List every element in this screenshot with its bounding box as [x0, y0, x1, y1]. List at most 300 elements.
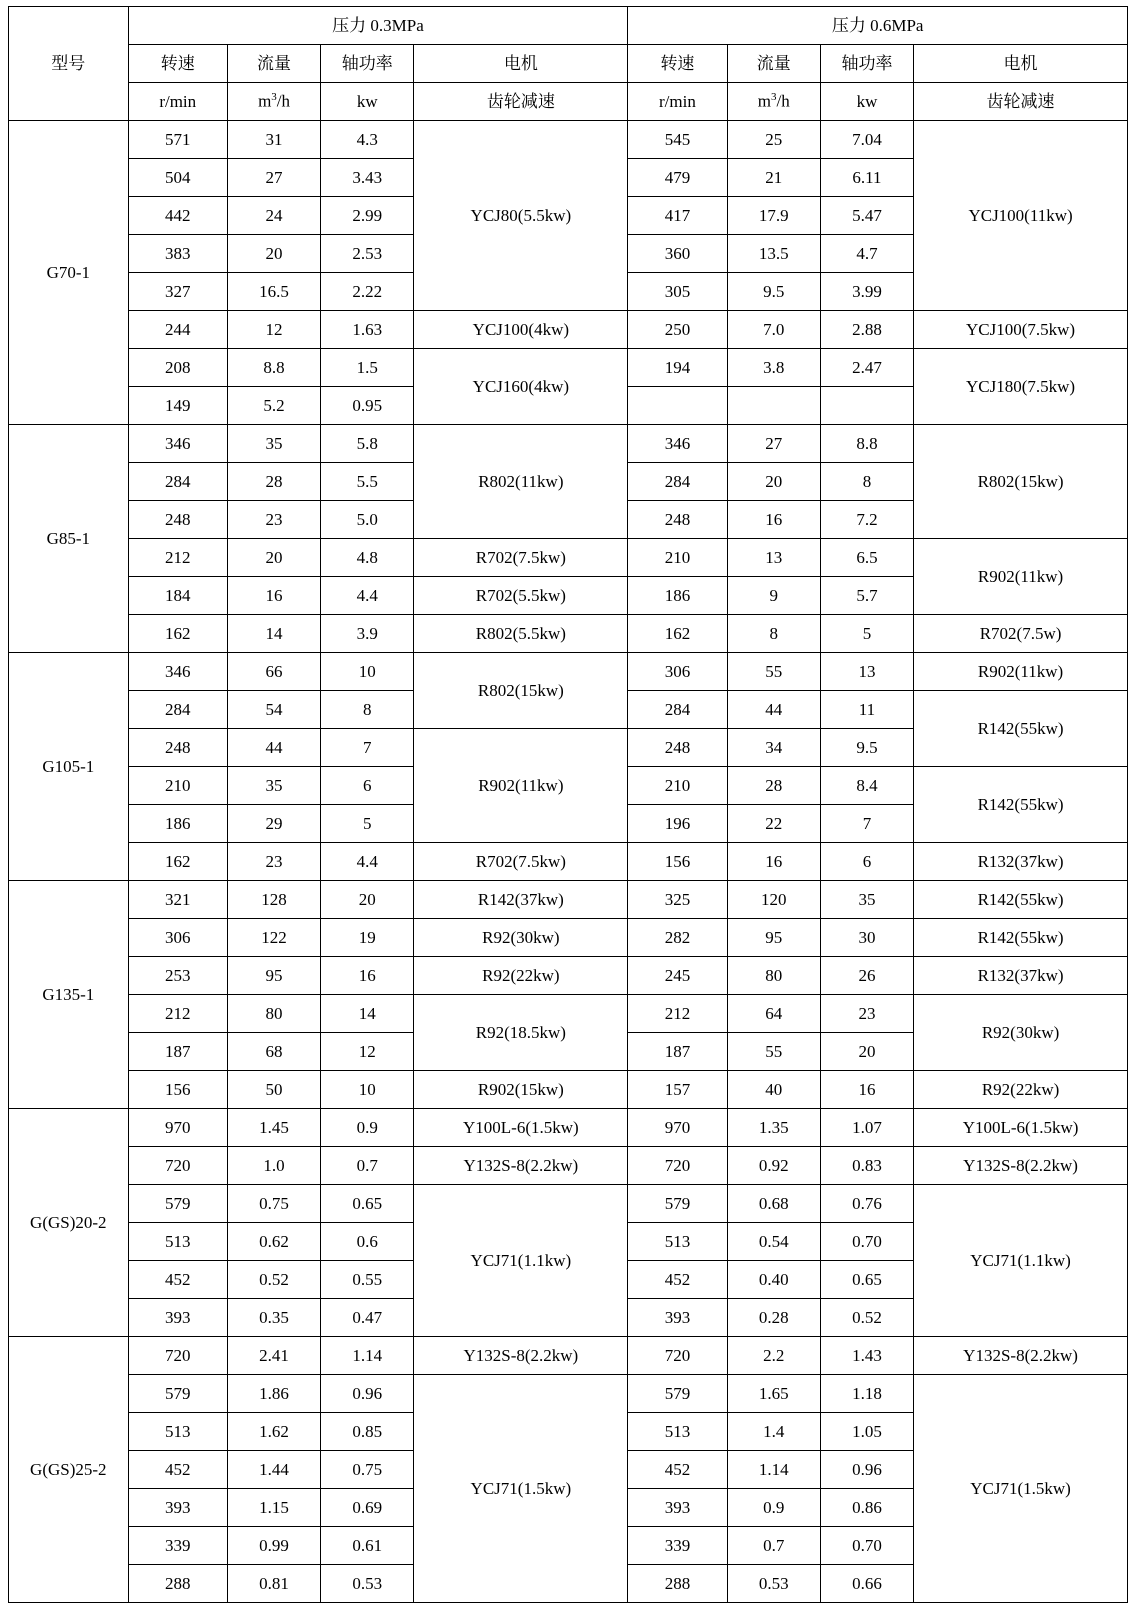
- cell-motor-06: YCJ100(7.5kw): [914, 311, 1128, 349]
- cell-flow-06: 1.4: [727, 1413, 820, 1451]
- cell-power-06: [820, 387, 913, 425]
- cell-flow-03: 122: [227, 919, 320, 957]
- cell-flow-06: [727, 387, 820, 425]
- cell-rpm-06: 452: [628, 1451, 727, 1489]
- header-flow-03: 流量: [227, 45, 320, 83]
- cell-power-03: 16: [321, 957, 414, 995]
- cell-flow-06: 0.54: [727, 1223, 820, 1261]
- cell-rpm-03: 186: [128, 805, 227, 843]
- cell-power-03: 5.0: [321, 501, 414, 539]
- cell-motor-03: R702(7.5kw): [414, 843, 628, 881]
- cell-power-03: 20: [321, 881, 414, 919]
- cell-flow-06: 0.9: [727, 1489, 820, 1527]
- cell-power-03: 0.69: [321, 1489, 414, 1527]
- cell-power-06: 11: [820, 691, 913, 729]
- cell-rpm-06: 282: [628, 919, 727, 957]
- cell-power-03: 2.22: [321, 273, 414, 311]
- cell-model: G105-1: [9, 653, 129, 881]
- header-power-06: 轴功率: [820, 45, 913, 83]
- cell-motor-03: YCJ71(1.5kw): [414, 1375, 628, 1603]
- cell-power-06: 0.83: [820, 1147, 913, 1185]
- cell-power-06: 1.43: [820, 1337, 913, 1375]
- table-row: [9, 1071, 1128, 1109]
- table-row: [9, 1147, 1128, 1185]
- cell-motor-03: YCJ100(4kw): [414, 311, 628, 349]
- cell-rpm-06: 196: [628, 805, 727, 843]
- cell-rpm-06: 360: [628, 235, 727, 273]
- cell-power-06: 5: [820, 615, 913, 653]
- header-model-label: 型号: [9, 7, 129, 121]
- header-rpm-03: 转速: [128, 45, 227, 83]
- cell-power-06: 0.76: [820, 1185, 913, 1223]
- cell-flow-06: 64: [727, 995, 820, 1033]
- cell-power-06: 2.47: [820, 349, 913, 387]
- cell-flow-03: 20: [227, 235, 320, 273]
- cell-power-03: 12: [321, 1033, 414, 1071]
- cell-flow-03: 35: [227, 425, 320, 463]
- cell-rpm-06: 579: [628, 1185, 727, 1223]
- cell-flow-06: 22: [727, 805, 820, 843]
- cell-power-06: 4.7: [820, 235, 913, 273]
- cell-rpm-03: 321: [128, 881, 227, 919]
- cell-motor-06: R132(37kw): [914, 957, 1128, 995]
- cell-power-03: 4.4: [321, 843, 414, 881]
- cell-power-03: 2.99: [321, 197, 414, 235]
- cell-power-06: 8.8: [820, 425, 913, 463]
- header-rpm-unit-03: r/min: [128, 83, 227, 121]
- table-row: [9, 881, 1128, 919]
- cell-power-03: 0.53: [321, 1565, 414, 1603]
- cell-motor-03: R802(11kw): [414, 425, 628, 539]
- cell-power-03: 0.47: [321, 1299, 414, 1337]
- cell-rpm-06: 452: [628, 1261, 727, 1299]
- cell-model: G85-1: [9, 425, 129, 653]
- cell-power-06: 6: [820, 843, 913, 881]
- cell-motor-06: R92(30kw): [914, 995, 1128, 1071]
- cell-power-06: 0.65: [820, 1261, 913, 1299]
- cell-rpm-03: 579: [128, 1375, 227, 1413]
- cell-motor-03: R802(5.5kw): [414, 615, 628, 653]
- cell-rpm-03: 284: [128, 463, 227, 501]
- cell-flow-03: 0.81: [227, 1565, 320, 1603]
- cell-flow-03: 0.75: [227, 1185, 320, 1223]
- cell-rpm-03: 442: [128, 197, 227, 235]
- header-power-unit-06: kw: [820, 83, 913, 121]
- cell-flow-06: 0.68: [727, 1185, 820, 1223]
- cell-motor-03: YCJ160(4kw): [414, 349, 628, 425]
- cell-motor-06: R92(22kw): [914, 1071, 1128, 1109]
- cell-motor-03: YCJ71(1.1kw): [414, 1185, 628, 1337]
- table-row: [9, 995, 1128, 1033]
- cell-motor-06: R142(55kw): [914, 691, 1128, 767]
- cell-power-06: 23: [820, 995, 913, 1033]
- cell-flow-06: 0.40: [727, 1261, 820, 1299]
- cell-rpm-03: 327: [128, 273, 227, 311]
- cell-rpm-06: 194: [628, 349, 727, 387]
- cell-flow-03: 50: [227, 1071, 320, 1109]
- table-row: [9, 121, 1128, 159]
- cell-power-03: 4.8: [321, 539, 414, 577]
- cell-motor-03: R92(30kw): [414, 919, 628, 957]
- cell-model: G(GS)20-2: [9, 1109, 129, 1337]
- table-row: [9, 957, 1128, 995]
- cell-rpm-06: 162: [628, 615, 727, 653]
- cell-motor-06: YCJ71(1.1kw): [914, 1185, 1128, 1337]
- cell-power-03: 1.63: [321, 311, 414, 349]
- cell-rpm-03: 579: [128, 1185, 227, 1223]
- cell-rpm-06: 545: [628, 121, 727, 159]
- cell-motor-06: Y132S-8(2.2kw): [914, 1147, 1128, 1185]
- table-row: [9, 311, 1128, 349]
- cell-power-03: 0.7: [321, 1147, 414, 1185]
- header-power-03: 轴功率: [321, 45, 414, 83]
- header-power-unit-03: kw: [321, 83, 414, 121]
- cell-power-03: 5.5: [321, 463, 414, 501]
- cell-power-03: 0.85: [321, 1413, 414, 1451]
- cell-rpm-03: 248: [128, 729, 227, 767]
- cell-power-03: 8: [321, 691, 414, 729]
- cell-flow-03: 35: [227, 767, 320, 805]
- cell-flow-06: 1.65: [727, 1375, 820, 1413]
- cell-flow-03: 8.8: [227, 349, 320, 387]
- cell-rpm-06: 393: [628, 1489, 727, 1527]
- cell-flow-03: 128: [227, 881, 320, 919]
- cell-rpm-06: 306: [628, 653, 727, 691]
- cell-flow-06: 16: [727, 843, 820, 881]
- cell-power-03: 4.3: [321, 121, 414, 159]
- cell-flow-06: 7.0: [727, 311, 820, 349]
- cell-power-03: 14: [321, 995, 414, 1033]
- table-row: [9, 1337, 1128, 1375]
- performance-table: [8, 6, 1128, 1603]
- header-motor-sub-06: 齿轮减速: [914, 83, 1128, 121]
- cell-power-06: 6.11: [820, 159, 913, 197]
- header-motor-03: 电机: [414, 45, 628, 83]
- table-row: [9, 1185, 1128, 1223]
- table-row: [9, 539, 1128, 577]
- cell-rpm-06: 210: [628, 539, 727, 577]
- cell-flow-06: 13.5: [727, 235, 820, 273]
- cell-motor-03: Y100L-6(1.5kw): [414, 1109, 628, 1147]
- cell-rpm-03: 284: [128, 691, 227, 729]
- cell-motor-03: R702(5.5kw): [414, 577, 628, 615]
- cell-flow-03: 16: [227, 577, 320, 615]
- cell-rpm-06: 248: [628, 729, 727, 767]
- cell-flow-06: 9.5: [727, 273, 820, 311]
- cell-rpm-06: 288: [628, 1565, 727, 1603]
- cell-rpm-06: 339: [628, 1527, 727, 1565]
- cell-motor-06: YCJ71(1.5kw): [914, 1375, 1128, 1603]
- cell-rpm-03: 346: [128, 425, 227, 463]
- cell-flow-06: 16: [727, 501, 820, 539]
- cell-power-06: 35: [820, 881, 913, 919]
- cell-flow-06: 55: [727, 653, 820, 691]
- cell-motor-06: R132(37kw): [914, 843, 1128, 881]
- cell-rpm-06: 513: [628, 1223, 727, 1261]
- cell-rpm-06: 212: [628, 995, 727, 1033]
- cell-rpm-03: 208: [128, 349, 227, 387]
- cell-power-06: 13: [820, 653, 913, 691]
- cell-power-06: 1.07: [820, 1109, 913, 1147]
- cell-flow-03: 12: [227, 311, 320, 349]
- cell-flow-06: 55: [727, 1033, 820, 1071]
- cell-motor-03: R92(18.5kw): [414, 995, 628, 1071]
- cell-rpm-06: 513: [628, 1413, 727, 1451]
- cell-rpm-03: 339: [128, 1527, 227, 1565]
- cell-rpm-06: 305: [628, 273, 727, 311]
- cell-flow-03: 28: [227, 463, 320, 501]
- cell-model: G(GS)25-2: [9, 1337, 129, 1603]
- cell-flow-03: 1.44: [227, 1451, 320, 1489]
- cell-motor-06: YCJ100(11kw): [914, 121, 1128, 311]
- table-row: [9, 919, 1128, 957]
- table-row: [9, 1109, 1128, 1147]
- cell-power-03: 0.95: [321, 387, 414, 425]
- cell-flow-03: 0.35: [227, 1299, 320, 1337]
- header-pressure-06: 压力 0.6MPa: [628, 7, 1128, 45]
- cell-power-06: 0.70: [820, 1527, 913, 1565]
- cell-flow-06: 0.53: [727, 1565, 820, 1603]
- cell-power-03: 0.6: [321, 1223, 414, 1261]
- cell-power-03: 1.5: [321, 349, 414, 387]
- cell-power-03: 0.9: [321, 1109, 414, 1147]
- cell-power-03: 0.55: [321, 1261, 414, 1299]
- cell-motor-06: R902(11kw): [914, 539, 1128, 615]
- table-row: [9, 653, 1128, 691]
- cell-rpm-03: 452: [128, 1261, 227, 1299]
- cell-power-06: 7.2: [820, 501, 913, 539]
- cell-rpm-06: 325: [628, 881, 727, 919]
- cell-rpm-03: 306: [128, 919, 227, 957]
- cell-rpm-06: 346: [628, 425, 727, 463]
- cell-power-06: 5.7: [820, 577, 913, 615]
- cell-rpm-03: 383: [128, 235, 227, 273]
- cell-flow-03: 2.41: [227, 1337, 320, 1375]
- cell-rpm-06: 245: [628, 957, 727, 995]
- cell-flow-06: 0.7: [727, 1527, 820, 1565]
- cell-rpm-03: 288: [128, 1565, 227, 1603]
- cell-motor-06: R142(55kw): [914, 881, 1128, 919]
- cell-rpm-06: 157: [628, 1071, 727, 1109]
- cell-flow-03: 14: [227, 615, 320, 653]
- table-row: [9, 349, 1128, 387]
- cell-flow-06: 17.9: [727, 197, 820, 235]
- cell-rpm-06: 250: [628, 311, 727, 349]
- cell-rpm-06: 970: [628, 1109, 727, 1147]
- cell-rpm-03: 513: [128, 1413, 227, 1451]
- cell-motor-03: R142(37kw): [414, 881, 628, 919]
- cell-flow-03: 80: [227, 995, 320, 1033]
- cell-flow-03: 1.62: [227, 1413, 320, 1451]
- cell-rpm-03: 452: [128, 1451, 227, 1489]
- cell-motor-06: R802(15kw): [914, 425, 1128, 539]
- header-flow-unit-03: $m^3/h$: [227, 83, 320, 121]
- cell-flow-06: 20: [727, 463, 820, 501]
- cell-power-03: 7: [321, 729, 414, 767]
- table-row: [9, 843, 1128, 881]
- cell-rpm-06: 417: [628, 197, 727, 235]
- cell-flow-03: 95: [227, 957, 320, 995]
- cell-power-06: 30: [820, 919, 913, 957]
- cell-power-06: 20: [820, 1033, 913, 1071]
- cell-motor-06: Y132S-8(2.2kw): [914, 1337, 1128, 1375]
- cell-rpm-06: 479: [628, 159, 727, 197]
- cell-flow-03: 1.0: [227, 1147, 320, 1185]
- cell-flow-03: 0.52: [227, 1261, 320, 1299]
- cell-motor-03: R92(22kw): [414, 957, 628, 995]
- cell-motor-03: YCJ80(5.5kw): [414, 121, 628, 311]
- cell-power-06: 6.5: [820, 539, 913, 577]
- cell-flow-06: 9: [727, 577, 820, 615]
- cell-rpm-03: 187: [128, 1033, 227, 1071]
- header-motor-06: 电机: [914, 45, 1128, 83]
- cell-power-06: 26: [820, 957, 913, 995]
- cell-power-06: 8.4: [820, 767, 913, 805]
- cell-motor-03: Y132S-8(2.2kw): [414, 1337, 628, 1375]
- cell-rpm-03: 212: [128, 539, 227, 577]
- cell-flow-03: 16.5: [227, 273, 320, 311]
- cell-flow-06: 120: [727, 881, 820, 919]
- cell-flow-06: 13: [727, 539, 820, 577]
- cell-motor-06: YCJ180(7.5kw): [914, 349, 1128, 425]
- cell-flow-03: 68: [227, 1033, 320, 1071]
- cell-rpm-03: 720: [128, 1337, 227, 1375]
- cell-flow-06: 2.2: [727, 1337, 820, 1375]
- cell-flow-06: 27: [727, 425, 820, 463]
- cell-power-03: 0.61: [321, 1527, 414, 1565]
- cell-rpm-06: [628, 387, 727, 425]
- cell-rpm-03: 149: [128, 387, 227, 425]
- cell-flow-03: 23: [227, 843, 320, 881]
- cell-rpm-06: 284: [628, 463, 727, 501]
- cell-power-06: 2.88: [820, 311, 913, 349]
- cell-rpm-03: 162: [128, 615, 227, 653]
- cell-power-06: 8: [820, 463, 913, 501]
- cell-power-06: 1.05: [820, 1413, 913, 1451]
- table-row: [9, 425, 1128, 463]
- cell-flow-06: 40: [727, 1071, 820, 1109]
- cell-motor-03: R702(7.5kw): [414, 539, 628, 577]
- cell-flow-03: 23: [227, 501, 320, 539]
- cell-power-06: 5.47: [820, 197, 913, 235]
- cell-rpm-03: 571: [128, 121, 227, 159]
- cell-power-06: 0.70: [820, 1223, 913, 1261]
- cell-power-03: 0.96: [321, 1375, 414, 1413]
- cell-motor-03: R902(15kw): [414, 1071, 628, 1109]
- cell-rpm-06: 393: [628, 1299, 727, 1337]
- cell-flow-06: 0.92: [727, 1147, 820, 1185]
- cell-rpm-03: 184: [128, 577, 227, 615]
- cell-motor-06: R142(55kw): [914, 919, 1128, 957]
- cell-flow-03: 1.15: [227, 1489, 320, 1527]
- cell-power-06: 9.5: [820, 729, 913, 767]
- cell-power-03: 3.9: [321, 615, 414, 653]
- cell-motor-06: R702(7.5w): [914, 615, 1128, 653]
- cell-power-06: 3.99: [820, 273, 913, 311]
- cell-rpm-03: 212: [128, 995, 227, 1033]
- cell-flow-06: 1.14: [727, 1451, 820, 1489]
- cell-rpm-03: 513: [128, 1223, 227, 1261]
- cell-power-06: 0.86: [820, 1489, 913, 1527]
- cell-motor-03: Y132S-8(2.2kw): [414, 1147, 628, 1185]
- cell-flow-03: 27: [227, 159, 320, 197]
- cell-power-03: 19: [321, 919, 414, 957]
- cell-motor-03: R802(15kw): [414, 653, 628, 729]
- cell-power-03: 2.53: [321, 235, 414, 273]
- cell-rpm-06: 186: [628, 577, 727, 615]
- cell-rpm-03: 393: [128, 1299, 227, 1337]
- cell-power-06: 0.96: [820, 1451, 913, 1489]
- header-flow-06: 流量: [727, 45, 820, 83]
- cell-flow-03: 1.86: [227, 1375, 320, 1413]
- cell-power-03: 4.4: [321, 577, 414, 615]
- cell-flow-03: 0.62: [227, 1223, 320, 1261]
- cell-motor-06: Y100L-6(1.5kw): [914, 1109, 1128, 1147]
- cell-power-06: 7: [820, 805, 913, 843]
- cell-power-03: 5.8: [321, 425, 414, 463]
- header-rpm-unit-06: r/min: [628, 83, 727, 121]
- cell-power-06: 1.18: [820, 1375, 913, 1413]
- cell-flow-06: 21: [727, 159, 820, 197]
- cell-flow-06: 25: [727, 121, 820, 159]
- cell-motor-06: R902(11kw): [914, 653, 1128, 691]
- cell-power-03: 10: [321, 653, 414, 691]
- cell-rpm-06: 284: [628, 691, 727, 729]
- cell-rpm-03: 504: [128, 159, 227, 197]
- cell-flow-03: 0.99: [227, 1527, 320, 1565]
- cell-flow-06: 44: [727, 691, 820, 729]
- cell-power-03: 6: [321, 767, 414, 805]
- cell-power-03: 1.14: [321, 1337, 414, 1375]
- cell-motor-03: R902(11kw): [414, 729, 628, 843]
- cell-model: G135-1: [9, 881, 129, 1109]
- cell-flow-03: 54: [227, 691, 320, 729]
- cell-rpm-03: 210: [128, 767, 227, 805]
- cell-rpm-03: 248: [128, 501, 227, 539]
- cell-flow-06: 0.28: [727, 1299, 820, 1337]
- cell-power-06: 7.04: [820, 121, 913, 159]
- cell-power-03: 0.65: [321, 1185, 414, 1223]
- cell-flow-06: 8: [727, 615, 820, 653]
- cell-rpm-03: 720: [128, 1147, 227, 1185]
- table-row: [9, 615, 1128, 653]
- cell-motor-06: R142(55kw): [914, 767, 1128, 843]
- cell-rpm-06: 156: [628, 843, 727, 881]
- cell-flow-03: 44: [227, 729, 320, 767]
- cell-model: G70-1: [9, 121, 129, 425]
- cell-flow-03: 31: [227, 121, 320, 159]
- cell-flow-03: 66: [227, 653, 320, 691]
- table-header: [9, 7, 1128, 121]
- cell-rpm-06: 210: [628, 767, 727, 805]
- cell-rpm-06: 248: [628, 501, 727, 539]
- table-body: [9, 121, 1128, 1603]
- cell-flow-06: 80: [727, 957, 820, 995]
- cell-flow-06: 28: [727, 767, 820, 805]
- cell-flow-06: 3.8: [727, 349, 820, 387]
- cell-flow-03: 1.45: [227, 1109, 320, 1147]
- cell-rpm-03: 162: [128, 843, 227, 881]
- cell-power-03: 10: [321, 1071, 414, 1109]
- cell-rpm-06: 579: [628, 1375, 727, 1413]
- cell-power-06: 0.52: [820, 1299, 913, 1337]
- cell-rpm-06: 720: [628, 1147, 727, 1185]
- cell-power-03: 0.75: [321, 1451, 414, 1489]
- cell-flow-03: 20: [227, 539, 320, 577]
- cell-flow-06: 34: [727, 729, 820, 767]
- cell-rpm-03: 253: [128, 957, 227, 995]
- header-motor-sub-03: 齿轮减速: [414, 83, 628, 121]
